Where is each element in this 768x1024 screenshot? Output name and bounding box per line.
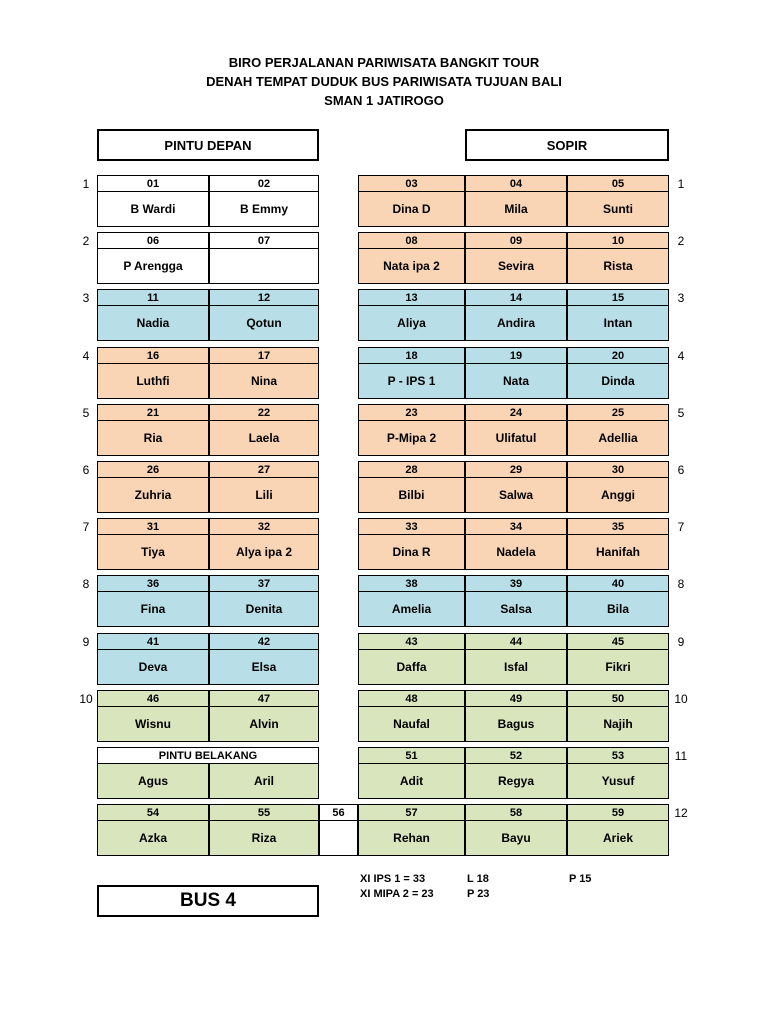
row-label-right: 3	[677, 291, 685, 305]
seat-name: Bilbi	[358, 477, 465, 513]
seat-name: Salwa	[465, 477, 567, 513]
seat-name: Adit	[358, 763, 465, 799]
seat-name: Najih	[567, 706, 669, 742]
seat-name	[319, 820, 358, 856]
seat-number: 15	[567, 289, 669, 306]
seat-number: 35	[567, 518, 669, 535]
seat-number: 25	[567, 404, 669, 421]
row-label-right: 1	[677, 177, 685, 191]
seat-name: Dina R	[358, 534, 465, 570]
seat-name: Alya ipa 2	[209, 534, 319, 570]
row-label-left: 5	[82, 406, 90, 420]
seat-number: 56	[319, 804, 358, 821]
seat-name: Naufal	[358, 706, 465, 742]
seat-name: Elsa	[209, 649, 319, 685]
seat-number: 33	[358, 518, 465, 535]
title-line-3: SMAN 1 JATIROGO	[324, 93, 444, 108]
seat-name: Sevira	[465, 248, 567, 284]
seat-name: Fina	[97, 591, 209, 627]
seat-name: Ria	[97, 420, 209, 456]
seat-name: Aliya	[358, 305, 465, 341]
seat-number: 49	[465, 690, 567, 707]
seat-name: Hanifah	[567, 534, 669, 570]
seat-name: Nata ipa 2	[358, 248, 465, 284]
back-door-label: PINTU BELAKANG	[97, 747, 319, 764]
seat-number: 22	[209, 404, 319, 421]
seat-name: Deva	[97, 649, 209, 685]
seat-number: 55	[209, 804, 319, 821]
seat-name: B Emmy	[209, 191, 319, 227]
seat-number: 04	[465, 175, 567, 192]
seat-number: 40	[567, 575, 669, 592]
row-label-left: 10	[79, 692, 93, 706]
seat-number: 26	[97, 461, 209, 478]
seat-number: 53	[567, 747, 669, 764]
summary-p23: P 23	[467, 888, 490, 900]
summary-ips: XI IPS 1 = 33	[360, 873, 426, 885]
row-label-left: 2	[82, 234, 90, 248]
seat-name: Yusuf	[567, 763, 669, 799]
title-line-2: DENAH TEMPAT DUDUK BUS PARIWISATA TUJUAN BALI	[206, 74, 562, 89]
seat-name: Mila	[465, 191, 567, 227]
seat-name: P Arengga	[97, 248, 209, 284]
summary-p15: P 15	[569, 873, 592, 885]
seat-number: 48	[358, 690, 465, 707]
seat-name: Dina D	[358, 191, 465, 227]
row-label-left: 4	[82, 349, 90, 363]
seat-number: 39	[465, 575, 567, 592]
row-label-right: 9	[677, 635, 685, 649]
seat-number: 10	[567, 232, 669, 249]
seat-number: 50	[567, 690, 669, 707]
seat-name: Aril	[209, 763, 319, 799]
seat-name: Adellia	[567, 420, 669, 456]
seat-name: Ulifatul	[465, 420, 567, 456]
seat-number: 59	[567, 804, 669, 821]
seat-number: 05	[567, 175, 669, 192]
seat-name: Regya	[465, 763, 567, 799]
seat-name: Denita	[209, 591, 319, 627]
seat-number: 30	[567, 461, 669, 478]
seat-number: 21	[97, 404, 209, 421]
seat-number: 13	[358, 289, 465, 306]
seat-name: Luthfi	[97, 363, 209, 399]
seat-name: Rista	[567, 248, 669, 284]
seat-name: Zuhria	[97, 477, 209, 513]
seat-name: Anggi	[567, 477, 669, 513]
seat-name: Sunti	[567, 191, 669, 227]
row-label-left: 8	[82, 577, 90, 591]
front-door-box: PINTU DEPAN	[97, 129, 319, 161]
row-label-left: 3	[82, 291, 90, 305]
seat-name: P-Mipa 2	[358, 420, 465, 456]
seat-number: 24	[465, 404, 567, 421]
seat-number: 03	[358, 175, 465, 192]
seat-number: 20	[567, 347, 669, 364]
seat-name: Ariek	[567, 820, 669, 856]
seat-number: 36	[97, 575, 209, 592]
seat-number: 18	[358, 347, 465, 364]
seat-name: Rehan	[358, 820, 465, 856]
seat-number: 34	[465, 518, 567, 535]
seat-number: 09	[465, 232, 567, 249]
seat-number: 27	[209, 461, 319, 478]
seat-number: 23	[358, 404, 465, 421]
seat-name: Dinda	[567, 363, 669, 399]
seat-name: Nina	[209, 363, 319, 399]
seat-name: Intan	[567, 305, 669, 341]
seat-name: Qotun	[209, 305, 319, 341]
seat-name: Isfal	[465, 649, 567, 685]
seat-name: Agus	[97, 763, 209, 799]
seat-number: 08	[358, 232, 465, 249]
seat-number: 07	[209, 232, 319, 249]
seat-number: 19	[465, 347, 567, 364]
seat-name: Alvin	[209, 706, 319, 742]
seat-name: Laela	[209, 420, 319, 456]
row-label-right: 2	[677, 234, 685, 248]
seat-number: 02	[209, 175, 319, 192]
seat-name: Fikri	[567, 649, 669, 685]
row-label-right: 6	[677, 463, 685, 477]
row-label-right: 8	[677, 577, 685, 591]
row-label-left: 6	[82, 463, 90, 477]
seat-number: 37	[209, 575, 319, 592]
seat-number: 43	[358, 633, 465, 650]
seat-name	[209, 248, 319, 284]
seat-number: 32	[209, 518, 319, 535]
seat-name: Wisnu	[97, 706, 209, 742]
seat-number: 58	[465, 804, 567, 821]
seat-number: 11	[97, 289, 209, 306]
seat-number: 41	[97, 633, 209, 650]
row-label-left: 7	[82, 520, 90, 534]
seat-number: 44	[465, 633, 567, 650]
row-label-left: 1	[82, 177, 90, 191]
seat-number: 38	[358, 575, 465, 592]
seat-name: Bagus	[465, 706, 567, 742]
row-label-left: 9	[82, 635, 90, 649]
seat-number: 12	[209, 289, 319, 306]
seat-number: 01	[97, 175, 209, 192]
seat-name: Tiya	[97, 534, 209, 570]
seat-name: Lili	[209, 477, 319, 513]
seat-number: 16	[97, 347, 209, 364]
seat-name: Nata	[465, 363, 567, 399]
row-label-right: 12	[674, 806, 688, 820]
seat-number: 45	[567, 633, 669, 650]
seat-number: 14	[465, 289, 567, 306]
summary-mipa: XI MIPA 2 = 23	[360, 888, 434, 900]
row-label-right: 4	[677, 349, 685, 363]
row-label-right: 5	[677, 406, 685, 420]
seat-name: Nadela	[465, 534, 567, 570]
seat-name: B Wardi	[97, 191, 209, 227]
row-label-right: 11	[674, 749, 688, 763]
seat-name: Riza	[209, 820, 319, 856]
seat-number: 51	[358, 747, 465, 764]
seat-name: Amelia	[358, 591, 465, 627]
seat-number: 06	[97, 232, 209, 249]
seat-number: 57	[358, 804, 465, 821]
seat-name: Nadia	[97, 305, 209, 341]
seat-number: 52	[465, 747, 567, 764]
seat-number: 28	[358, 461, 465, 478]
seat-name: Azka	[97, 820, 209, 856]
seat-number: 47	[209, 690, 319, 707]
seat-name: Salsa	[465, 591, 567, 627]
seat-name: Bila	[567, 591, 669, 627]
seat-number: 54	[97, 804, 209, 821]
seat-name: Daffa	[358, 649, 465, 685]
seat-name: Bayu	[465, 820, 567, 856]
seat-number: 42	[209, 633, 319, 650]
seat-number: 46	[97, 690, 209, 707]
summary-l: L 18	[467, 873, 489, 885]
seat-name: Andira	[465, 305, 567, 341]
bus-label: BUS 4	[97, 885, 319, 917]
title-line-1: BIRO PERJALANAN PARIWISATA BANGKIT TOUR	[228, 55, 540, 70]
driver-box: SOPIR	[465, 129, 669, 161]
seat-number: 17	[209, 347, 319, 364]
row-label-right: 7	[677, 520, 685, 534]
seat-number: 29	[465, 461, 567, 478]
row-label-right: 10	[674, 692, 688, 706]
seat-number: 31	[97, 518, 209, 535]
seat-name: P - IPS 1	[358, 363, 465, 399]
